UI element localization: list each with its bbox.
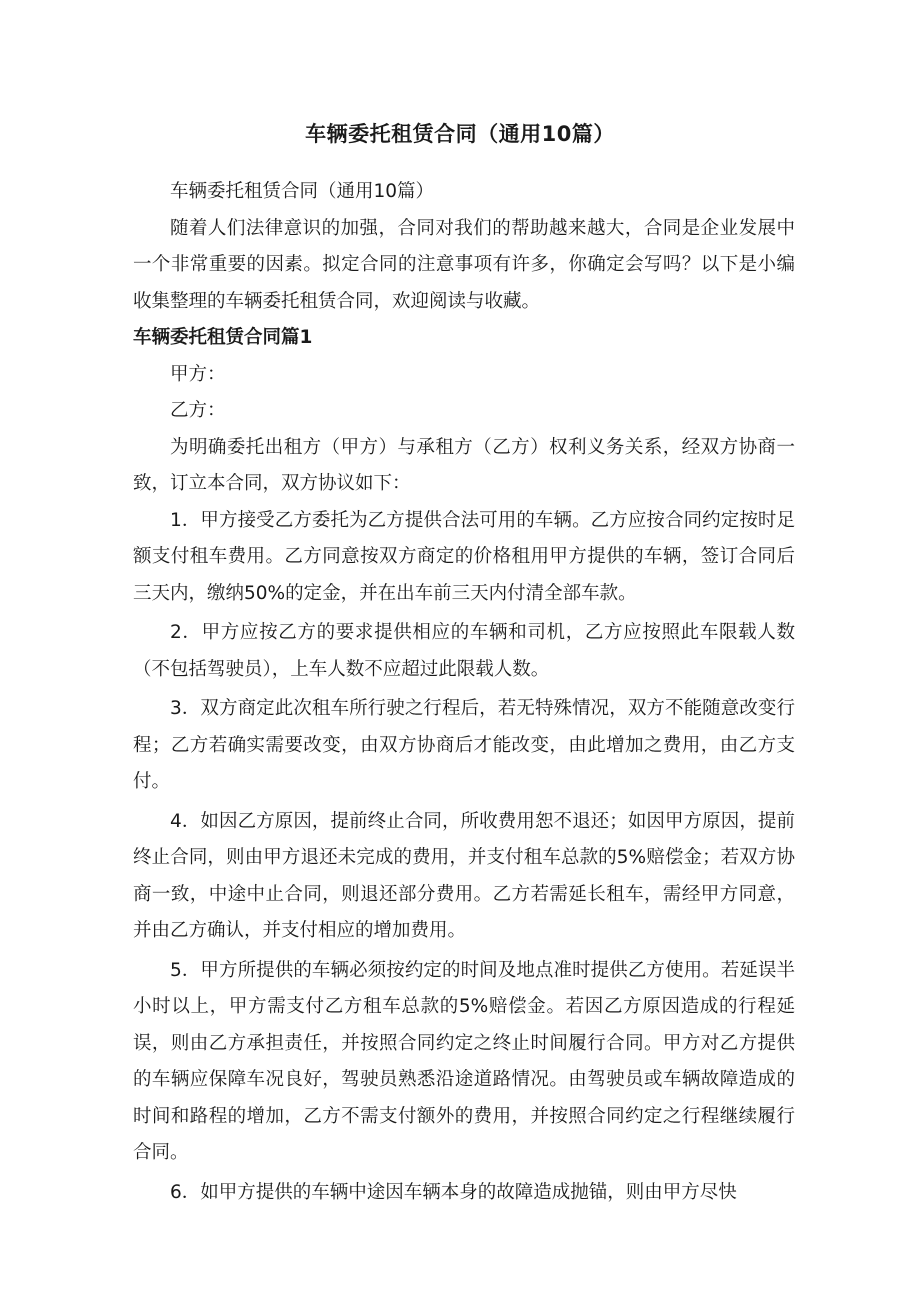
document-body xyxy=(133,174,795,1211)
party-b-line: 乙方： xyxy=(170,400,226,421)
section-heading: 车辆委托租赁合同篇1 xyxy=(133,327,313,348)
clause-2: 2．甲方应按乙方的要求提供相应的车辆和司机，乙方应按照此车限载人数（不包括驾驶员），上车人数不应超过此限载人数。 xyxy=(133,622,795,680)
party-a-line: 甲方： xyxy=(170,363,226,385)
clause-5: 5．甲方所提供的车辆必须按约定的时间及地点准时提供乙方使用。若延误半小时以上，甲方需支付乙方租车总款的5%赔偿金。若因乙方原因造成的行程延误，则由乙方承担责任，并按照合同约定之终止时间履行合同。甲方对乙方提供的车辆应保障车况良好，驾驶员熟悉沿途道路情况。由驾驶员或车辆故障造成的时间和路程的增加，乙方不需支付额外的费用，并按照合同约定之行程继续履行合同。 xyxy=(133,959,795,1163)
clause-4: 4．如因乙方原因，提前终止合同，所收费用恕不退还；如因甲方原因，提前终止合同，则由甲方退还未完成的费用，并支付租车总款的5%赔偿金；若双方协商一致，中途中止合同，则退还部分费用。乙方若需延长租车，需经甲方同意，并由乙方确认，并支付相应的增加费用。 xyxy=(133,810,795,941)
intro-paragraph: 随着人们法律意识的加强，合同对我们的帮助越来越大，合同是企业发展中一个非常重要的因素。拟定合同的注意事项有许多，你确定会写吗？以下是小编收集整理的车辆委托租赁合同，欢迎阅读与收藏。 xyxy=(133,217,795,312)
clause-3: 3．双方商定此次租车所行驶之行程后，若无特殊情况，双方不能随意改变行程；乙方若确实需要改变，由双方协商后才能改变，由此增加之费用，由乙方支付。 xyxy=(133,698,795,792)
preamble-paragraph: 为明确委托出租方（甲方）与承租方（乙方）权利义务关系，经双方协商一致，订立本合同，双方协议如下： xyxy=(133,436,795,494)
clause-6: 6．如甲方提供的车辆中途因车辆本身的故障造成抛锚，则由甲方尽快 xyxy=(170,1181,737,1203)
clause-1: 1．甲方接受乙方委托为乙方提供合法可用的车辆。乙方应按合同约定按时足额支付租车费用。乙方同意按双方商定的价格租用甲方提供的车辆，签订合同后三天内，缴纳50%的定金，并在出车前三天内付清全部车款。 xyxy=(133,509,795,604)
document-title: 车辆委托租赁合同（通用10篇） xyxy=(305,122,615,146)
document-subtitle: 车辆委托租赁合同（通用10篇） xyxy=(170,181,435,202)
